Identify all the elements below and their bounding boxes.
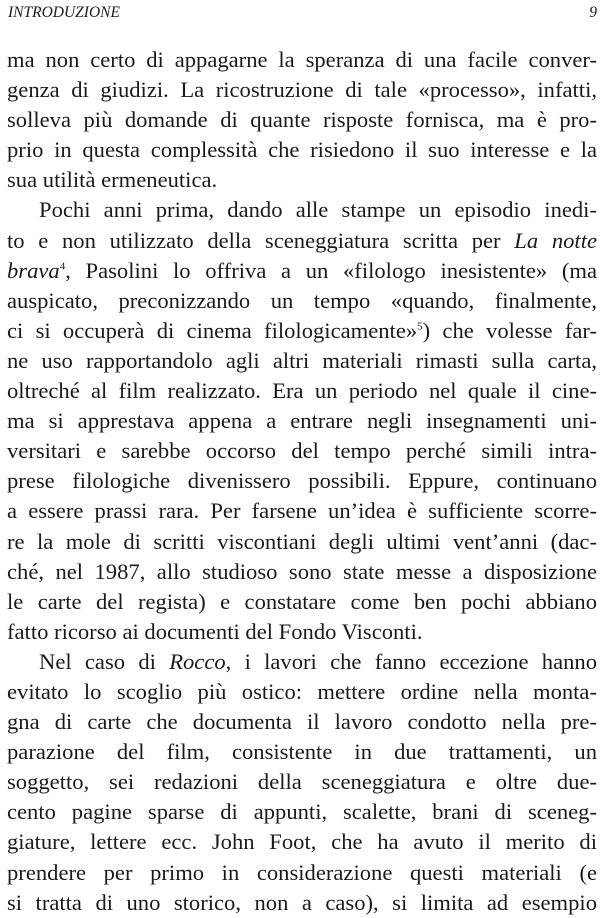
text-run: genza di giudizi. La ricostruzione di tale «processo», infatti, (7, 77, 597, 103)
text-line (7, 858, 597, 888)
film-title: La notte (514, 227, 598, 253)
footnote-ref[interactable]: 5 (417, 320, 423, 333)
text-run: giature, lettere ecc. John Foot, che ha avuto il merito di (7, 829, 597, 855)
text-run: , i lavori che fanno eccezione hanno (225, 648, 597, 674)
text-run: Nel caso di (39, 648, 170, 674)
text-line (7, 45, 597, 75)
text-line (7, 165, 597, 195)
text-line (7, 617, 597, 647)
text-line (7, 797, 597, 827)
text-line (7, 436, 597, 466)
text-run: parazione del film, consistente in due trattamenti, un (7, 739, 597, 765)
text-line (7, 888, 597, 918)
text-run: auspicato, preconizzando un tempo «quando, finalmente, (7, 287, 597, 313)
text-run: gna di carte che documenta il lavoro condotto nella pre- (7, 709, 597, 735)
page-number: 9 (589, 4, 597, 21)
text-run: prendere per primo in considerazione questi materiali (e (7, 859, 597, 885)
text-line (7, 557, 597, 587)
film-title: Rocco (169, 648, 226, 674)
text-line (7, 346, 597, 376)
text-line (7, 647, 597, 677)
text-line (7, 406, 597, 436)
text-run: soggetto, sei redazioni della sceneggiatura e oltre due- (7, 769, 597, 795)
running-head (8, 2, 597, 24)
text-line (7, 195, 597, 225)
text-line (7, 827, 597, 857)
text-line (7, 707, 597, 737)
text-run: versitari e sarebbe occorso del tempo perché simili intra- (7, 438, 597, 464)
text-line (7, 226, 597, 256)
text-run: si tratta di uno storico, non a caso), si limita ad esempio (7, 889, 597, 915)
text-run: a essere prassi rara. Per farsene un’idea è sufficiente scorre- (7, 498, 597, 524)
text-run: le carte del regista) e constatare come ben pochi abbiano (7, 588, 597, 614)
text-run: ne uso rapportandolo agli altri materiali rimasti sulla carta, (7, 347, 597, 373)
footnote-ref[interactable]: 4 (59, 260, 66, 273)
film-title: brava (7, 257, 60, 283)
text-run: re la mole di scritti viscontiani degli ultimi vent’anni (dac- (7, 528, 597, 554)
text-line (7, 496, 597, 526)
text-run: sua utilità ermeneutica. (7, 167, 218, 193)
text-run: prese filologiche divenissero possibili. Eppure, continuano (7, 468, 597, 494)
text-run: solleva più domande di quante risposte fornisca, ma è pro- (7, 107, 597, 133)
text-line (7, 677, 597, 707)
running-title: INTRODUZIONE (8, 4, 120, 21)
body-text (7, 45, 597, 918)
text-run: ) che volesse far- (422, 317, 597, 343)
text-run: oltreché al film realizzato. Era un periodo nel quale il cine- (7, 378, 597, 404)
text-run: evitato lo scoglio più ostico: mettere ordine nella monta- (7, 678, 597, 704)
text-line (7, 767, 597, 797)
text-run: ma si apprestava appena a entrare negli insegnamenti uni- (7, 408, 597, 434)
text-run: Pochi anni prima, dando alle stampe un episodio inedi- (39, 197, 597, 223)
text-line (7, 527, 597, 557)
text-line (7, 75, 597, 105)
text-line (7, 466, 597, 496)
text-run: ché, nel 1987, allo studioso sono state messe a disposizione (7, 558, 597, 584)
text-line (7, 105, 597, 135)
text-line (7, 135, 597, 165)
text-run: cento pagine sparse di appunti, scalette, brani di sceneg- (7, 799, 597, 825)
text-run: ci si occuperà di cinema filologicamente» (7, 317, 418, 343)
text-run: ma non certo di appagarne la speranza di una facile conver- (7, 47, 597, 72)
text-run: prio in questa complessità che risiedono il suo interesse e la (7, 137, 597, 163)
text-line (7, 587, 597, 617)
text-run: fatto ricorso ai documenti del Fondo Visconti. (7, 618, 423, 644)
text-run: to e non utilizzato della sceneggiatura scritta per (7, 227, 515, 253)
text-run: , Pasolini lo offriva a un «filologo inesistente» (ma (65, 257, 597, 283)
text-line (7, 316, 597, 346)
text-line (7, 376, 597, 406)
text-line (7, 256, 597, 286)
text-line (7, 737, 597, 767)
text-line (7, 286, 597, 316)
